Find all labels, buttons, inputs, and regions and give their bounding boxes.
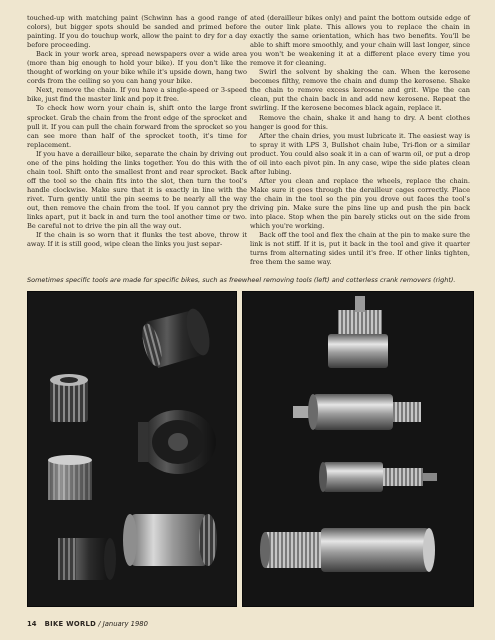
- paragraph: ated (derailleur bikes only) and paint the bottom outside edge of the outer link plate. This allows you to replace the chain in exactly the same orientation, which has two benefits. You'll be able to shift more smoothly, and your chain will last longer, since you won't be weakening it at a different place every time you remove it for cleaning.: [250, 14, 470, 68]
- page-number: 14: [27, 620, 37, 628]
- freewheel-tool-icon: [48, 455, 92, 500]
- paragraph: Swirl the solvent by shaking the can. When the kerosene becomes filthy, remove the chain and dump the kerosene. Shake the chain to remove excess kerosene and grit. Wipe the can clean, put the chain back in and add new kerosene. Repeat the swirling. If the kerosene becomes black again, replace it.: [250, 68, 470, 113]
- freewheel-tools-photo: [27, 291, 237, 607]
- issue-date: / January 1980: [98, 620, 148, 628]
- photo-caption: Sometimes specific tools are made for specific bikes, such as freewheel removing tools (left) and cotterless crank removers (right).: [27, 276, 456, 284]
- crank-remover-icon: [260, 528, 435, 572]
- freewheel-tool-icon: [58, 538, 116, 580]
- paragraph: After you clean and replace the wheels, replace the chain. Make sure it goes through the derailleur cages correctly. Place the chain in the tool so the pin you drove out faces the tool's driving pin. Make sure the pins line up and push the pin back into place. Stop when the pin barely sticks out on the side from which you're working.: [250, 176, 470, 231]
- paragraph: If you have a derailleur bike, separate the chain by driving out one of the pins holding the links together. You do this with the chain tool. Shift onto the smallest front and rear sprocket. Back off the tool so the chain fits into the slot, then turn the tool's handle clockwise. Make sure that it is exactly in line with the rivet. Turn gently until the pin seems to be nearly all the way out, then remove the chain from the tool. If you cannot pry the links apart, put it back in and turn the tool another time or two. Be careful not to drive the pin all the way out.: [27, 149, 247, 231]
- right-text-column: [250, 14, 470, 267]
- magazine-name: BIKE WORLD: [44, 620, 97, 628]
- left-text-column: [27, 14, 247, 249]
- paragraph: To check how worn your chain is, shift onto the large front sprocket. Grab the chain from the front edge of the sprocket and pull it. If you can pull the chain forward from the sprocket so you can see more than half of the sprocket tooth, it's time for replacement.: [27, 104, 247, 149]
- paragraph: touched-up with matching paint (Schwinn has a good range of colors), but bigger spots should be sanded and primed before painting. If you do touchup work, allow the paint to dry for a day before proceeding.: [27, 14, 247, 50]
- paragraph: After the chain dries, you must lubricate it. The easiest way is to spray it with LPS 3, Bullshot chain lube, Tri-flon or a similar product. You could also soak it in a can of warm oil, or put a drop of oil into each pivot pin. In any case, wipe the side plates clean after lubing.: [250, 131, 470, 176]
- paragraph: Back off the tool and flex the chain at the pin to make sure the link is not stiff. If it is, put it back in the tool and give it quarter turns from alternating sides until it's free. If other links tighten, free them the same way.: [250, 231, 470, 267]
- crank-remover-tools-photo: [242, 291, 474, 607]
- freewheel-tool-icon: [50, 374, 88, 422]
- paragraph: If the chain is so worn that it flunks the test above, throw it away. If it is still good, wipe clean the links you just separ-: [27, 231, 247, 249]
- freewheel-tool-icon: [123, 514, 217, 566]
- page-footer: [27, 620, 148, 628]
- paragraph: Remove the chain, shake it and hang to dry. A bent clothes hanger is good for this.: [250, 113, 470, 131]
- paragraph: Next, remove the chain. If you have a single-speed or 3-speed bike, just find the master link and pop it free.: [27, 86, 247, 104]
- paragraph: Back in your work area, spread newspapers over a wide area (more than big enough to hold your bike). If you don't like the thought of working on your bike while it's upside down, hang two cords from the ceiling so you can hang your bike.: [27, 50, 247, 86]
